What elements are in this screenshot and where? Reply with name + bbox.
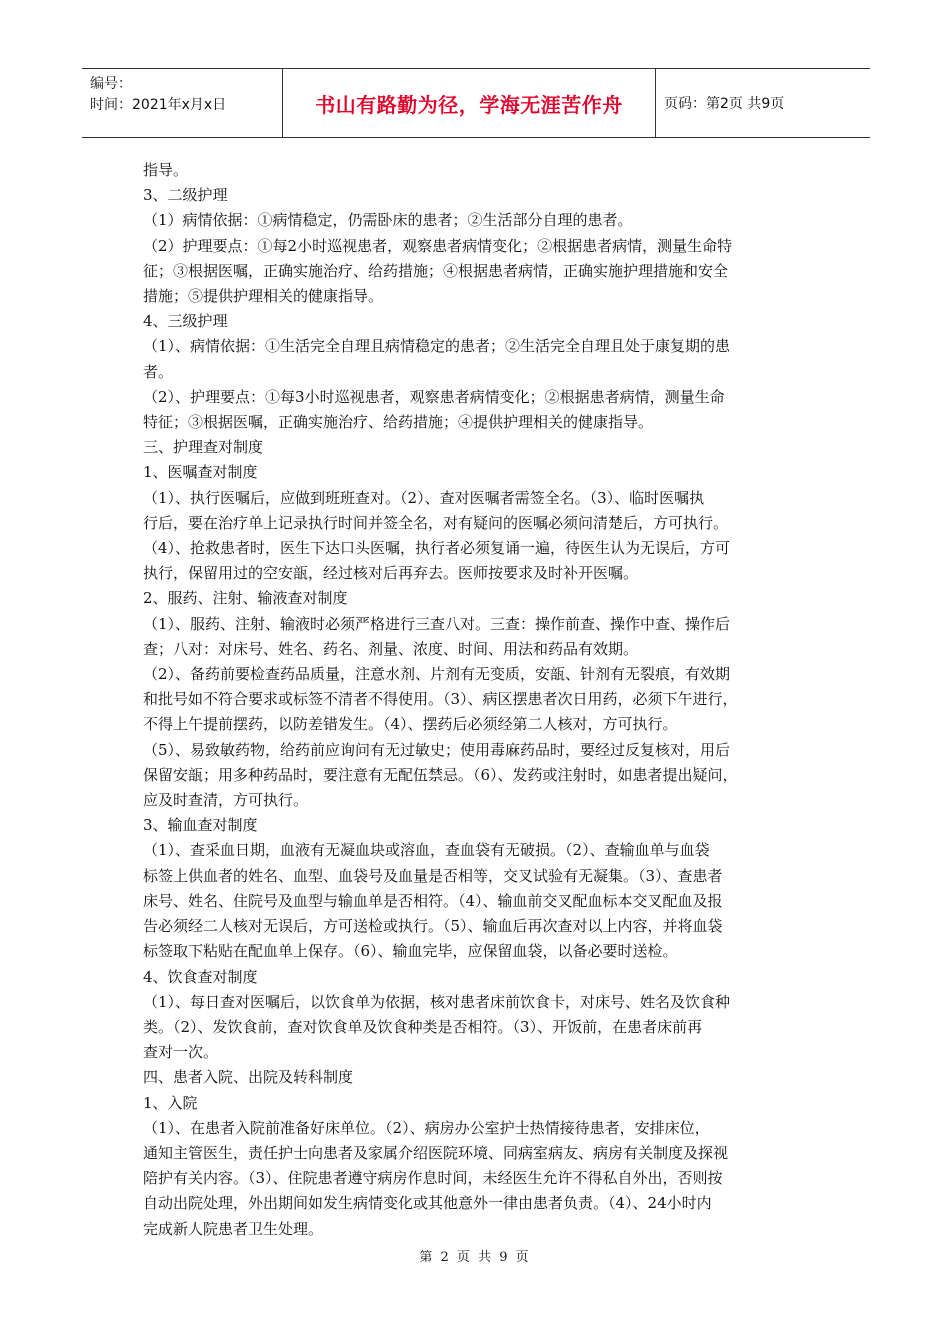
- body-line: 标签取下粘贴在配血单上保存。（6）、输血完毕，应保留血袋，以备必要时送检。: [143, 942, 678, 961]
- body-line: 三、护理查对制度: [143, 438, 264, 457]
- body-line: 应及时查清，方可执行。: [143, 791, 309, 810]
- body-line: 措施；⑤提供护理相关的健康指导。: [143, 287, 384, 306]
- document-date: 时间：2021年x月x日: [90, 97, 227, 113]
- body-line: 不得上午提前摆药，以防差错发生。（4）、摆药后必须经第二人核对，方可执行。: [143, 715, 678, 734]
- document-body: [143, 158, 819, 1242]
- body-line: （5）、易致敏药物，给药前应询问有无过敏史；使用毒麻药品时，要经过反复核对，用后: [143, 740, 731, 759]
- body-line: 查；八对：对床号、姓名、药名、剂量、浓度、时间、用法和药品有效期。: [143, 639, 639, 658]
- body-line: 4、三级护理: [143, 312, 228, 331]
- header-meta: [82, 69, 282, 137]
- body-line: （1）、查采血日期，血液有无凝血块或溶血，查血袋有无破损。（2）、查输血单与血袋: [143, 841, 710, 860]
- body-line: 告必须经二人核对无误后，方可送检或执行。（5）、输血后再次查对以上内容，并将血袋: [143, 917, 723, 936]
- body-line: 陪护有关内容。（3）、住院患者遵守病房作息时间，未经医生允许不得私自外出，否则按: [143, 1169, 723, 1188]
- body-line: 3、输血查对制度: [143, 816, 258, 835]
- body-line: （4）、抢救患者时，医生下达口头医嘱，执行者必须复诵一遍，待医生认为无误后，方可: [143, 539, 731, 558]
- page-footer: 第 2 页 共 9 页: [419, 1250, 531, 1265]
- body-line: 1、医嘱查对制度: [143, 463, 258, 482]
- body-line: 查对一次。: [143, 1043, 219, 1062]
- body-line: 指导。: [143, 161, 189, 179]
- body-line: （1）、每日查对医嘱后，以饮食单为依据，核对患者床前饮食卡，对床号、姓名及饮食种: [143, 992, 731, 1011]
- body-line: （1）、服药、注射、输液时必须严格进行三查八对。三查：操作前查、操作中查、操作后: [143, 614, 731, 633]
- header-motto: 书山有路勤为径，学海无涯苦作舟: [282, 69, 656, 137]
- body-line: （2）护理要点：①每2小时巡视患者，观察患者病情变化；②根据患者病情，测量生命特: [143, 236, 733, 255]
- body-line: 征；③根据医嘱，正确实施治疗、给药措施；④根据患者病情，正确实施护理措施和安全: [143, 261, 729, 280]
- body-line: 执行，保留用过的空安瓿，经过核对后再弃去。医师按要求及时补开医嘱。: [143, 564, 639, 583]
- body-line: 通知主管医生，责任护士向患者及家属介绍医院环境、同病室病友、病房有关制度及探视: [143, 1143, 729, 1162]
- body-line: 保留安瓿；用多种药品时，要注意有无配伍禁忌。（6）、发药或注射时，如患者提出疑问，: [143, 765, 738, 784]
- body-line: （1）、在患者入院前准备好床单位。（2）、病房办公室护士热情接待患者，安排床位，: [143, 1118, 710, 1137]
- page-header: [82, 68, 870, 138]
- body-line: 和批号如不符合要求或标签不清者不得使用。（3）、病区摆患者次日用药，必须下午进行，: [143, 690, 738, 709]
- body-line: 行后，要在治疗单上记录执行时间并签全名，对有疑问的医嘱必须问清楚后，方可执行。: [143, 513, 729, 532]
- body-line: （2）、护理要点：①每3小时巡视患者，观察患者病情变化；②根据患者病情，测量生命: [143, 387, 725, 406]
- body-line: 1、入院: [143, 1093, 198, 1112]
- body-line: 标签上供血者的姓名、血型、血袋号及血量是否相等，交叉试验有无凝集。（3）、查患者: [143, 866, 723, 885]
- body-line: 3、二级护理: [143, 186, 228, 205]
- body-line: 2、服药、注射、输液查对制度: [143, 589, 348, 608]
- body-line: （1）、病情依据：①生活完全自理且病情稳定的患者；②生活完全自理且处于康复期的患: [143, 337, 731, 356]
- document-number-label: 编号：: [90, 76, 132, 92]
- body-line: 者。: [143, 362, 174, 381]
- body-line: （2）、备药前要检查药品质量，注意水剂、片剂有无变质，安瓿、针剂有无裂痕，有效期: [143, 665, 731, 684]
- body-line: 自动出院处理，外出期间如发生病情变化或其他意外一律由患者负责。（4）、24小时内: [143, 1194, 712, 1213]
- body-line: 四、患者入院、出院及转科制度: [143, 1068, 354, 1087]
- body-line: 完成新人院患者卫生处理。: [143, 1219, 324, 1238]
- body-line: 4、饮食查对制度: [143, 967, 258, 986]
- header-page-code: 页码：第2页 共9页: [664, 96, 785, 112]
- body-line: （1）病情依据：①病情稳定，仍需卧床的患者；②生活部分自理的患者。: [143, 211, 633, 230]
- body-line: 类。（2）、发饮食前，查对饮食单及饮食种类是否相符。（3）、开饭前，在患者床前再: [143, 1017, 703, 1036]
- body-line: （1）、执行医嘱后，应做到班班查对。（2）、查对医嘱者需签全名。（3）、临时医嘱执: [143, 488, 705, 507]
- body-line: 特征；③根据医嘱，正确实施治疗、给药措施；④提供护理相关的健康指导。: [143, 413, 654, 432]
- body-line: 床号、姓名、住院号及血型与输血单是否相符。（4）、输血前交叉配血标本交叉配血及报: [143, 891, 723, 910]
